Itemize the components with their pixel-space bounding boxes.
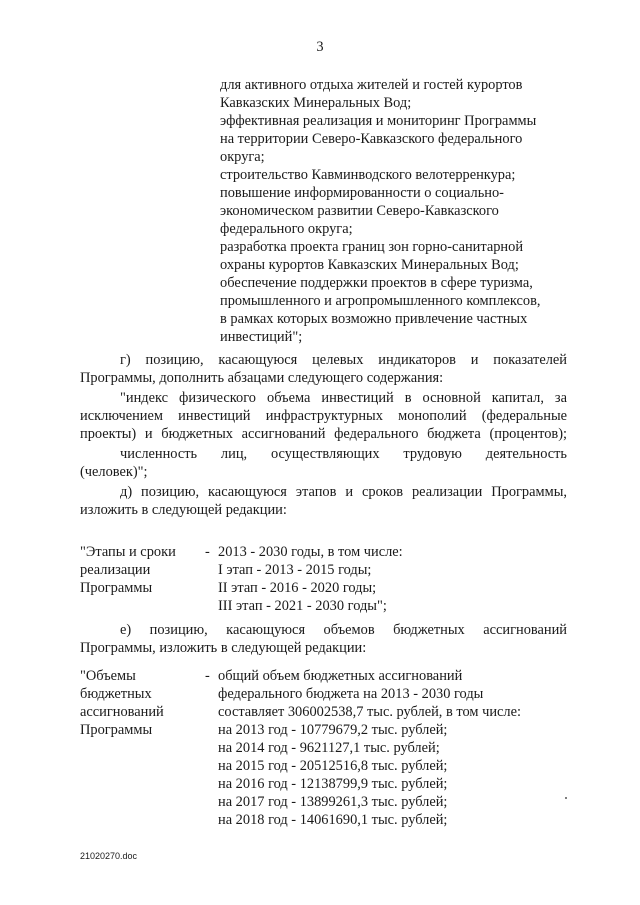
table-row xyxy=(80,721,580,739)
section-g xyxy=(80,351,567,519)
continuation-list xyxy=(220,76,580,346)
stages-value: I этап - 2013 - 2015 годы; xyxy=(218,562,372,578)
volumes-value: на 2015 год - 20512516,8 тыс. рублей; xyxy=(218,758,448,774)
section-e xyxy=(80,621,567,657)
footer-filename: 21020270.doc xyxy=(80,851,138,861)
volumes-table xyxy=(80,667,580,829)
volumes-value: на 2017 год - 13899261,3 тыс. рублей; xyxy=(218,794,448,810)
volumes-label: бюджетных xyxy=(80,686,152,702)
page-number: 3 xyxy=(316,39,324,55)
volumes-label: "Объемы xyxy=(80,668,136,684)
volumes-label: ассигнований xyxy=(80,704,164,720)
text-line: промышленного и агропромышленного комплексов, xyxy=(220,293,541,309)
table-row xyxy=(80,739,580,757)
table-row xyxy=(80,775,580,793)
volumes-value: федерального бюджета на 2013 - 2030 годы xyxy=(218,686,484,702)
stages-value: 2013 - 2030 годы, в том числе: xyxy=(218,544,403,560)
table-row xyxy=(80,793,580,811)
section-g-heading-cont: Программы, дополнить абзацами следующего содержания: xyxy=(80,370,444,386)
text-line: в рамках которых возможно привлечение частных xyxy=(220,311,528,327)
section-e-heading: е) позицию, касающуюся объемов бюджетных ассигнований xyxy=(120,622,567,638)
text-line: повышение информированности о социально- xyxy=(220,185,504,201)
text-line: обеспечение поддержки проектов в сфере туризма, xyxy=(220,275,533,291)
indicator-1-line: исключением инвестиций инфраструктурных монополий (федеральные xyxy=(80,408,567,424)
stages-label: Программы xyxy=(80,580,153,596)
text-line: округа; xyxy=(220,149,265,165)
volumes-value: на 2018 год - 14061690,1 тыс. рублей; xyxy=(218,812,448,828)
stages-label: "Этапы и сроки xyxy=(80,544,176,560)
stages-table xyxy=(80,543,580,615)
text-line: разработка проекта границ зон горно-санитарной xyxy=(220,239,524,255)
table-row xyxy=(80,579,580,597)
table-row xyxy=(80,685,580,703)
stages-label: реализации xyxy=(80,562,151,578)
table-row xyxy=(80,757,580,775)
volumes-dash: - xyxy=(205,668,210,684)
text-line: для активного отдыха жителей и гостей курортов xyxy=(220,77,523,93)
volumes-value: общий объем бюджетных ассигнований xyxy=(218,668,463,684)
indicator-1-line: проекты) и бюджетных ассигнований федерального бюджета (процентов); xyxy=(80,426,567,442)
stages-value: III этап - 2021 - 2030 годы"; xyxy=(218,598,387,614)
volumes-value: на 2016 год - 12138799,9 тыс. рублей; xyxy=(218,776,448,792)
text-line: эффективная реализация и мониторинг Программы xyxy=(220,113,537,129)
indicator-2-line: численность лиц, осуществляющих трудовую деятельность xyxy=(120,446,567,462)
scan-speck xyxy=(565,797,567,799)
volumes-label: Программы xyxy=(80,722,153,738)
indicator-2-line: (человек)"; xyxy=(80,464,148,480)
indicator-1-line: "индекс физического объема инвестиций в основной капитал, за xyxy=(120,390,567,406)
volumes-value: на 2013 год - 10779679,2 тыс. рублей; xyxy=(218,722,448,738)
volumes-value: составляет 306002538,7 тыс. рублей, в том числе: xyxy=(218,704,521,720)
text-line: Кавказских Минеральных Вод; xyxy=(220,95,412,111)
table-row xyxy=(80,561,580,579)
text-line: экономическом развитии Северо-Кавказского xyxy=(220,203,499,219)
text-line: строительство Кавминводского велотерренкура; xyxy=(220,167,516,183)
section-e-heading-cont: Программы, изложить в следующей редакции: xyxy=(80,640,367,656)
volumes-value: на 2014 год - 9621127,1 тыс. рублей; xyxy=(218,740,440,756)
table-row xyxy=(80,667,580,685)
text-line: федерального округа; xyxy=(220,221,353,237)
section-d-heading: д) позицию, касающуюся этапов и сроков реализации Программы, xyxy=(120,484,567,500)
section-d-heading-cont: изложить в следующей редакции: xyxy=(80,502,287,518)
table-row xyxy=(80,811,580,829)
text-line: инвестиций"; xyxy=(220,329,303,345)
table-row xyxy=(80,543,580,561)
section-g-heading: г) позицию, касающуюся целевых индикаторов и показателей xyxy=(120,352,567,368)
stages-dash: - xyxy=(205,544,210,560)
text-line: охраны курортов Кавказских Минеральных Вод; xyxy=(220,257,519,273)
table-row xyxy=(80,597,580,615)
stages-value: II этап - 2016 - 2020 годы; xyxy=(218,580,377,596)
text-line: на территории Северо-Кавказского федерального xyxy=(220,131,523,147)
table-row xyxy=(80,703,580,721)
